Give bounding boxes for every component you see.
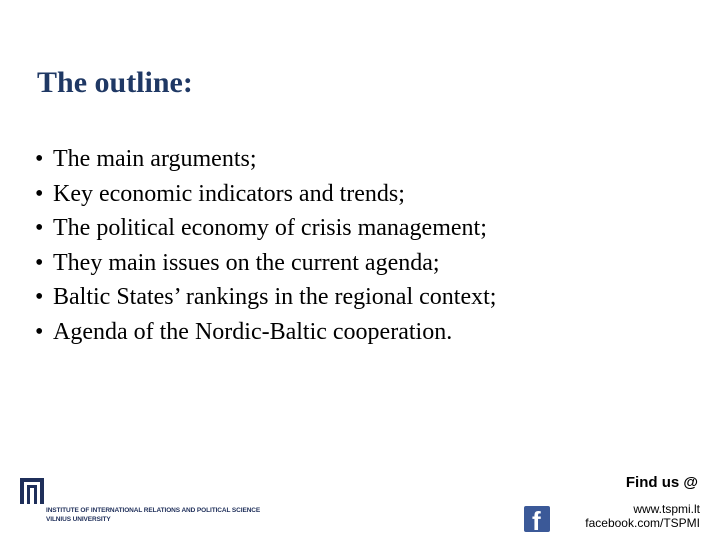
list-item-text: Baltic States’ rankings in the regional context; [53, 284, 497, 310]
outline-list [35, 142, 496, 349]
list-item [35, 280, 496, 315]
list-item-text: They main issues on the current agenda; [53, 249, 440, 276]
list-item [35, 177, 496, 212]
bullet-icon: • [35, 284, 44, 310]
list-item [35, 211, 496, 246]
slide-title: The outline: [37, 66, 193, 99]
bullet-icon: • [35, 318, 44, 345]
facebook-icon[interactable] [524, 506, 550, 532]
list-item-text: Agenda of the Nordic-Baltic cooperation. [53, 318, 453, 345]
facebook-letter: f [532, 506, 541, 532]
list-item [35, 246, 496, 281]
facebook-link[interactable]: facebook.com/TSPMI [585, 516, 700, 530]
vilnius-university-logo-icon [20, 478, 44, 504]
list-item [35, 315, 496, 350]
website-link[interactable]: www.tspmi.lt [633, 502, 700, 516]
bullet-icon: • [35, 146, 44, 172]
list-item [35, 142, 496, 177]
bullet-icon: • [35, 180, 44, 207]
list-item-text: The main arguments; [53, 146, 257, 172]
list-item-text: Key economic indicators and trends; [53, 180, 405, 207]
find-us-label: Find us @ [625, 474, 698, 491]
institute-name-line: INSTITUTE OF INTERNATIONAL RELATIONS AND POLITICAL SCIENCE [46, 507, 261, 514]
institute-logo [20, 478, 261, 528]
institute-name [46, 506, 260, 524]
list-item-text: The political economy of crisis management; [53, 215, 487, 241]
contact-links [585, 502, 700, 530]
bullet-icon: • [35, 249, 44, 276]
university-name-line: VILNIUS UNIVERSITY [46, 516, 111, 523]
bullet-icon: • [35, 215, 44, 241]
